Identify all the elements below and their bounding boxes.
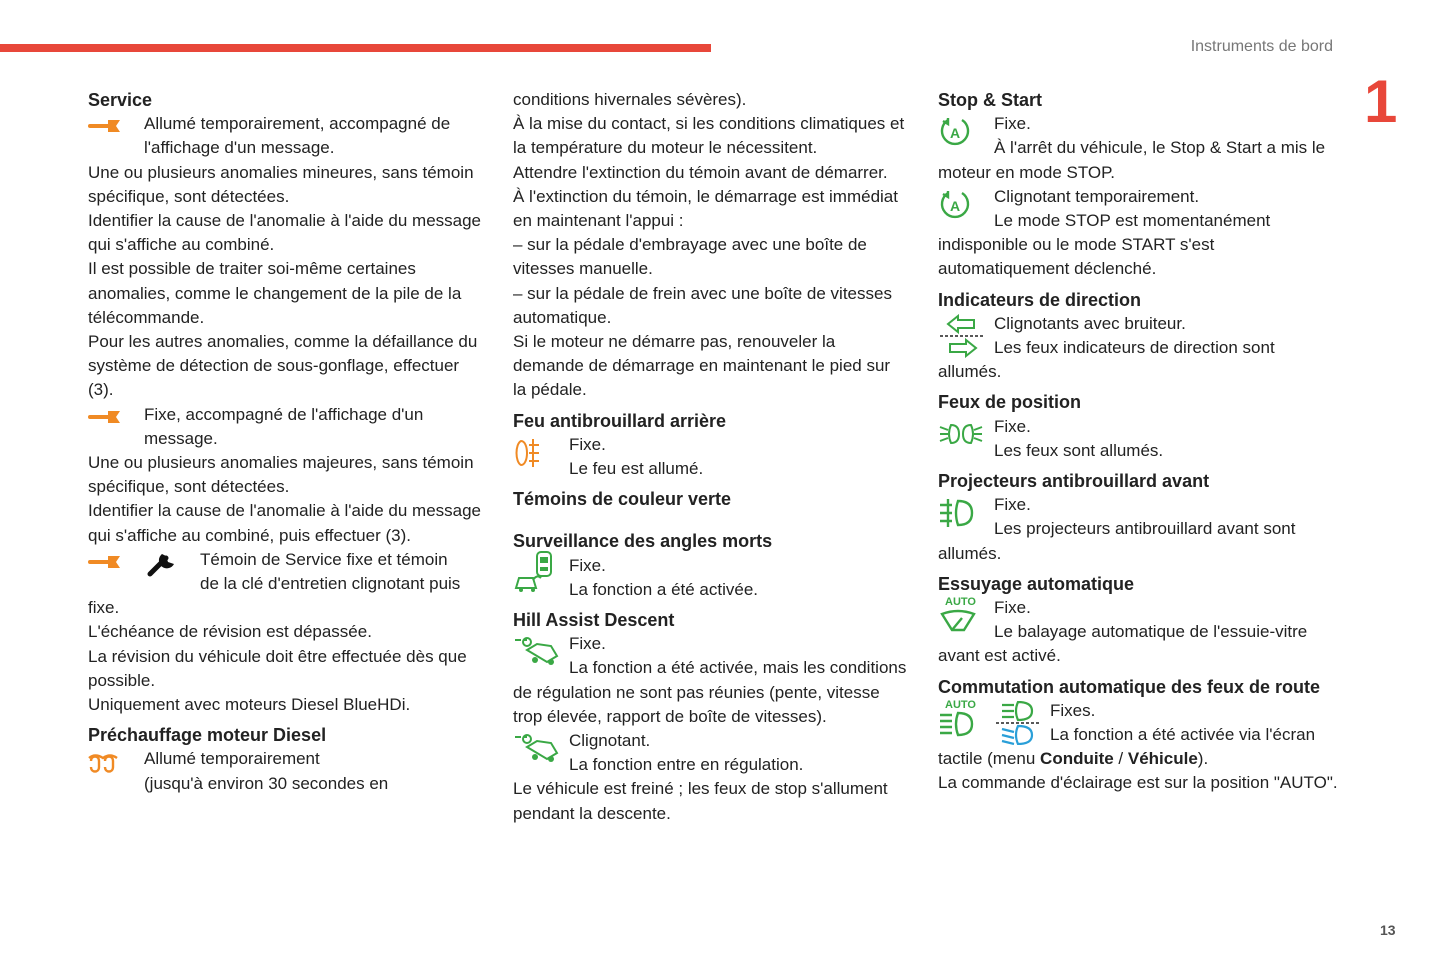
heading-auto-wipe: Essuyage automatique xyxy=(938,573,1135,594)
hill-descent-car-icon xyxy=(513,634,561,666)
service-spanner-icon xyxy=(88,116,124,136)
page-number: 13 xyxy=(1380,922,1396,938)
hill-assist-warning-1 xyxy=(513,632,908,729)
menu-driving: Conduite xyxy=(1040,749,1114,769)
service-warning-3 xyxy=(88,548,488,596)
wipe-text-1: Fixe. xyxy=(994,598,1031,618)
ss-2-text-2: Le mode STOP est momentanément indisponible ou le mode START s'est automatiquement déclenché. xyxy=(938,211,1271,279)
preheat-coil-icon xyxy=(88,753,118,781)
paragraph: Identifier la cause de l'anomalie à l'aide du message qui s'affiche au combiné. xyxy=(88,211,482,255)
service-1-text-2: l'affichage d'un message. xyxy=(144,138,335,158)
heading-blind-spot: Surveillance des angles morts xyxy=(513,531,773,552)
service-spanner-icon xyxy=(88,552,124,572)
high-low-beam-icon xyxy=(994,701,1042,752)
service-2-text-2: message. xyxy=(144,428,218,448)
section-title: Instruments de bord xyxy=(1190,38,1333,55)
paragraph: – sur la pédale d'embrayage avec une boîte de vitesses manuelle. xyxy=(513,235,867,279)
column-3 xyxy=(938,88,1338,796)
front-fog-text-2: Les projecteurs antibrouillard avant sont allumés. xyxy=(938,519,1296,563)
ss-2-text-1: Clignotant temporairement. xyxy=(994,186,1200,206)
stop-start-icon xyxy=(938,189,972,221)
front-fog-lamp-icon xyxy=(938,497,978,529)
heading-front-fog: Projecteurs antibrouillard avant xyxy=(938,471,1210,492)
rear-fog-lamp-icon xyxy=(513,437,547,469)
beam-text-2b: ). xyxy=(1197,749,1209,769)
position-lights-warning xyxy=(938,415,1338,463)
chapter-number: 1 xyxy=(1364,68,1398,135)
menu-separator: / xyxy=(1113,749,1128,769)
diesel-text-1: Allumé temporairement xyxy=(144,749,320,769)
blind-spot-car-icon xyxy=(513,550,557,594)
auto-wiper-icon xyxy=(938,596,978,636)
spacer xyxy=(513,511,908,523)
stop-start-warning-1 xyxy=(938,112,1338,185)
service-2-text-1: Fixe, accompagné de l'affichage d'un xyxy=(144,404,424,424)
front-fog-warning xyxy=(938,493,1338,566)
hill-2-text-2: La fonction entre en régulation. xyxy=(569,755,804,775)
service-3-text-2: de la clé d'entretien clignotant puis xyxy=(200,574,461,594)
auto-high-beam-warning xyxy=(938,699,1338,772)
heading-green-warnings: Témoins de couleur verte xyxy=(513,489,732,510)
stop-start-warning-2 xyxy=(938,185,1338,282)
front-fog-text-1: Fixe. xyxy=(994,495,1031,515)
wipe-text-2: Le balayage automatique de l'essuie-vitre avant est activé. xyxy=(938,622,1308,666)
svg-text:A: A xyxy=(949,197,961,214)
position-text-1: Fixe. xyxy=(994,416,1031,436)
rear-fog-warning xyxy=(513,433,908,481)
paragraph: fixe. xyxy=(88,598,120,618)
paragraph: Identifier la cause de l'anomalie à l'aide du message qui s'affiche au combiné, puis effectuer (3). xyxy=(88,501,482,545)
blind-spot-warning xyxy=(513,554,908,602)
diesel-text-2: (jusqu'à environ 30 secondes en xyxy=(144,773,389,793)
turn-signal-arrows-icon xyxy=(938,314,986,358)
menu-vehicle: Véhicule xyxy=(1127,749,1198,769)
hill-descent-car-icon xyxy=(513,731,561,763)
auto-wipe-warning xyxy=(938,596,1338,669)
paragraph: Il est possible de traiter soi-même certaines anomalies, comme le changement de la pile de la télécommande. xyxy=(88,259,462,327)
blind-spot-text-1: Fixe. xyxy=(569,555,606,575)
rear-fog-text-2: Le feu est allumé. xyxy=(569,459,704,479)
direction-warning xyxy=(938,312,1338,385)
auto-label: AUTO xyxy=(945,596,976,609)
paragraph: L'échéance de révision est dépassée. xyxy=(88,622,372,642)
paragraph: – sur la pédale de frein avec une boîte de vitesses automatique. xyxy=(513,283,892,327)
beam-text-2a: La fonction a été activée via l'écran tactile (menu xyxy=(938,725,1316,769)
heading-hill-assist: Hill Assist Descent xyxy=(513,610,675,631)
ss-1-text-1: Fixe. xyxy=(994,114,1031,134)
heading-rear-fog: Feu antibrouillard arrière xyxy=(513,410,727,431)
hill-assist-warning-2 xyxy=(513,729,908,777)
heading-direction-indicators: Indicateurs de direction xyxy=(938,289,1142,310)
service-warning-1 xyxy=(88,112,488,160)
position-text-2: Les feux sont allumés. xyxy=(994,440,1164,460)
svg-text:A: A xyxy=(949,125,961,142)
hill-2-text-1: Clignotant. xyxy=(569,731,651,751)
ss-1-text-2: À l'arrêt du véhicule, le Stop & Start a mis le moteur en mode STOP. xyxy=(938,138,1326,182)
blind-spot-text-2: La fonction a été activée. xyxy=(569,579,759,599)
column-2 xyxy=(513,88,908,826)
paragraph: La révision du véhicule doit être effectuée dès que possible. xyxy=(88,646,467,690)
stop-start-icon xyxy=(938,116,972,148)
paragraph: À l'extinction du témoin, le démarrage est immédiat en maintenant l'appui : xyxy=(513,186,898,231)
maintenance-wrench-icon xyxy=(144,548,180,585)
paragraph: La commande d'éclairage est sur la position "AUTO". xyxy=(938,773,1338,793)
beam-text-1: Fixes. xyxy=(1050,700,1096,720)
service-warning-2 xyxy=(88,403,488,451)
service-spanner-icon xyxy=(88,407,124,427)
service-1-text-1: Allumé temporairement, accompagné de xyxy=(144,114,451,134)
heading-auto-high-beam: Commutation automatique des feux de route xyxy=(938,676,1321,697)
direction-text-1: Clignotants avec bruiteur. xyxy=(994,313,1186,333)
column-1 xyxy=(88,88,488,796)
paragraph: Uniquement avec moteurs Diesel BlueHDi. xyxy=(88,695,411,715)
paragraph: Si le moteur ne démarre pas, renouveler la demande de démarrage en maintenant le pied sur la pédale. xyxy=(513,332,891,400)
paragraph: À la mise du contact, si les conditions climatiques et la température du moteur le nécessitent. xyxy=(513,114,905,158)
hill-1-text-2: La fonction a été activée, mais les conditions de régulation ne sont pas réunies (pente, vitesse trop élevée, rapport de boîte de vitesses). xyxy=(513,658,907,726)
service-3-text-1: Témoin de Service fixe et témoin xyxy=(200,549,448,569)
paragraph: Le véhicule est freiné ; les feux de stop s'allument pendant la descente. xyxy=(513,779,888,823)
paragraph: Une ou plusieurs anomalies mineures, sans témoin spécifique, sont détectées. xyxy=(88,162,474,206)
paragraph: Attendre l'extinction du témoin avant de démarrer. xyxy=(513,162,888,182)
rear-fog-text-1: Fixe. xyxy=(569,434,606,454)
hill-1-text-1: Fixe. xyxy=(569,634,606,654)
heading-diesel-preheat: Préchauffage moteur Diesel xyxy=(88,725,327,746)
heading-stop-start: Stop & Start xyxy=(938,90,1043,110)
paragraph: Pour les autres anomalies, comme la défaillance du système de détection de sous-gonflage, effectuer (3). xyxy=(88,332,478,400)
direction-text-2: Les feux indicateurs de direction sont allumés. xyxy=(938,338,1275,382)
paragraph: conditions hivernales sévères). xyxy=(513,90,747,109)
auto-headlamp-icon xyxy=(938,699,978,737)
sidelights-icon xyxy=(938,419,984,449)
top-accent-bar xyxy=(0,44,711,52)
diesel-preheat-warning xyxy=(88,747,488,795)
heading-position-lights: Feux de position xyxy=(938,392,1082,413)
auto-label: AUTO xyxy=(945,698,976,711)
paragraph: Une ou plusieurs anomalies majeures, sans témoin spécifique, sont détectées. xyxy=(88,453,474,497)
heading-service: Service xyxy=(88,90,153,110)
